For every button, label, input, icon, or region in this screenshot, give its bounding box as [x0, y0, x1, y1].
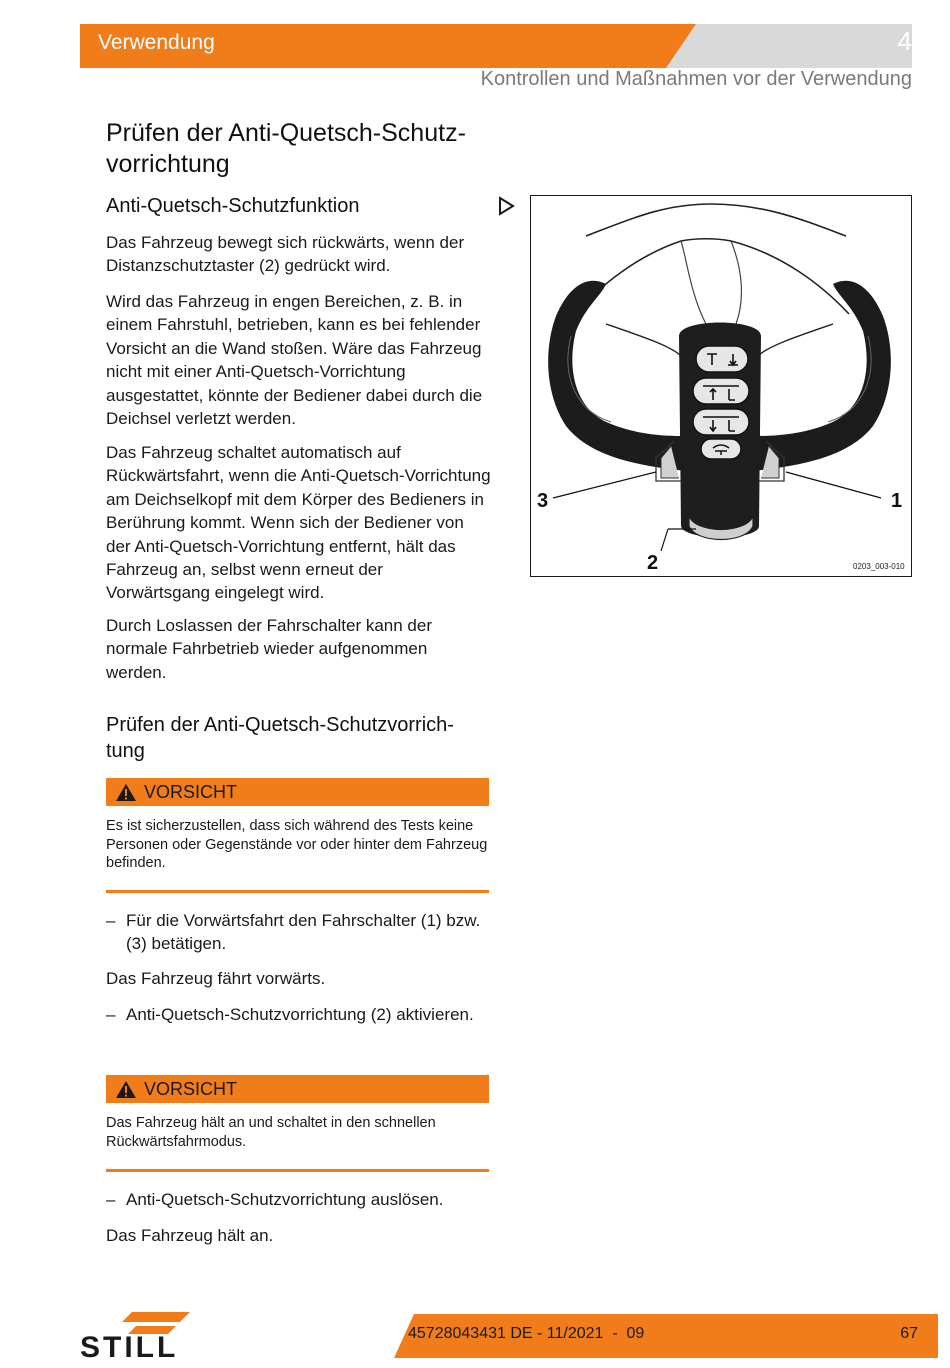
caution-text: Es ist sicherzustellen, dass sich während des Tests keine Personen oder Gegenstände vor oder hinter dem Fahrzeug befinden.	[106, 818, 488, 871]
page-title: Prüfen der Anti-Quetsch-Schutz- vorrichtung	[106, 119, 466, 178]
caution-banner	[106, 1075, 489, 1103]
list-item: – Anti-Quetsch-Schutzvorrichtung auslösen.	[106, 1188, 491, 1211]
still-logo	[80, 1312, 236, 1365]
figure-code: 0203_003-010	[853, 562, 905, 571]
figure-pointer-icon	[498, 196, 516, 216]
callout-2: 2	[647, 552, 659, 574]
header-chapter-tab	[666, 24, 912, 68]
tiller-head-figure	[530, 195, 912, 577]
list-item: – Für die Vorwärtsfahrt den Fahrschalter (1) bzw. (3) betätigen.	[106, 911, 481, 954]
paragraph: Das Fahrzeug bewegt sich rückwärts, wenn der Distanzschutztaster (2) gedrückt wird.	[106, 233, 465, 276]
still-logo-text: STILL	[80, 1331, 179, 1360]
section-heading-function: Anti-Quetsch-Schutzfunktion	[106, 195, 360, 217]
header-subtitle: Kontrollen und Maßnahmen vor der Verwendung	[480, 68, 912, 90]
callout-1: 1	[891, 490, 903, 512]
dash-icon: –	[106, 911, 116, 930]
footer-doc-number: 45728043431 DE - 11/2021 - 09	[408, 1325, 645, 1342]
dash-icon: –	[106, 1190, 116, 1209]
paragraph: Das Fahrzeug schaltet automatisch auf Rückwärtsfahrt, wenn die Anti-Quetsch-Vorrichtung am Deichselkopf mit dem Körper des Bedieners in Berührung kommt. Wenn sich der Bediener von der Anti-Quetsch-Vorrichtung entfernt, hält das Fahrzeug an, selbst wenn erneut der Vorwärtsgang eingelegt wird.	[106, 443, 491, 603]
still-logo-mark	[80, 1312, 236, 1360]
header-chapter-number: 4	[897, 26, 912, 56]
warning-triangle-icon	[115, 1080, 137, 1099]
result-text: Das Fahrzeug hält an.	[106, 1226, 274, 1245]
paragraph: Durch Loslassen der Fahrschalter kann der normale Fahrbetrieb wieder aufgenommen werden.	[106, 616, 432, 682]
caution-divider	[106, 1169, 489, 1172]
caution-label: VORSICHT	[144, 1079, 238, 1099]
caution-divider	[106, 890, 489, 893]
page-number: 67	[900, 1325, 918, 1342]
list-item: – Anti-Quetsch-Schutzvorrichtung (2) aktivieren.	[106, 1003, 491, 1026]
header-section-title: Verwendung	[98, 31, 215, 54]
caution-banner	[106, 778, 489, 806]
warning-triangle-icon	[115, 783, 137, 802]
paragraph: Wird das Fahrzeug in engen Bereichen, z. B. in einem Fahrstuhl, betrieben, kann es bei fehlender Vorsicht an die Wand stoßen. Wäre das Fahrzeug nicht mit einer Anti-Quetsch-Vorrichtung ausgestattet, könnte der Bediener dabei durch die Deichsel verletzt werden.	[106, 292, 483, 429]
caution-label: VORSICHT	[144, 782, 238, 802]
tiller-head-drawing	[531, 196, 910, 575]
result-text: Das Fahrzeug fährt vorwärts.	[106, 969, 326, 988]
callout-3: 3	[537, 490, 549, 512]
section-heading-test: Prüfen der Anti-Quetsch-Schutzvorrich- tung	[106, 714, 454, 762]
dash-icon: –	[106, 1005, 116, 1024]
caution-text: Das Fahrzeug hält an und schaltet in den schnellen Rückwärtsfahrmodus.	[106, 1115, 436, 1150]
